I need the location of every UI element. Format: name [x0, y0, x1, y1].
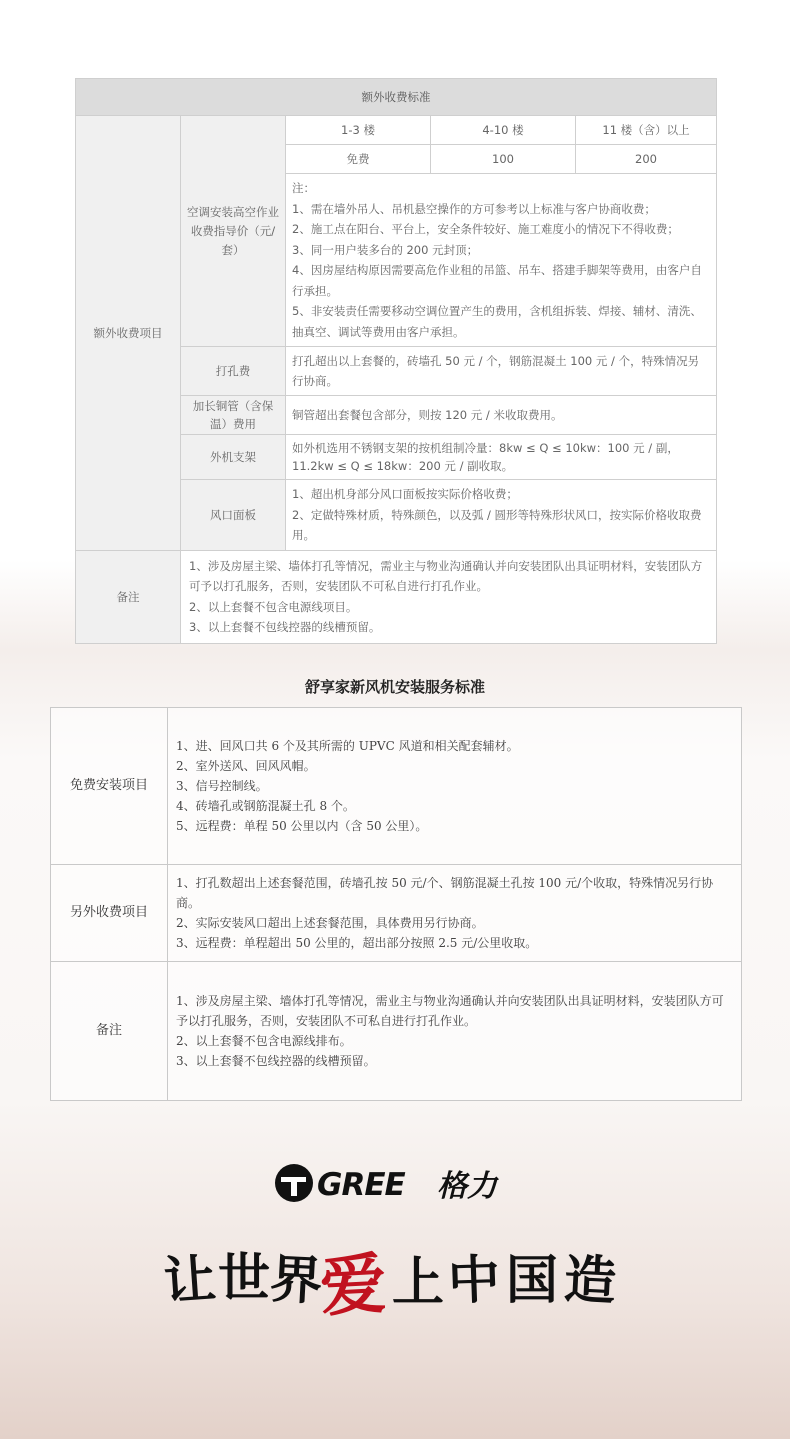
svg-text:让: 让 — [161, 1248, 218, 1313]
ac-notes — [286, 174, 717, 347]
ac-label: 空调安装高空作业收费指导价（元/套） — [181, 116, 286, 347]
remarks2-content — [168, 962, 742, 1101]
remarks2-label: 备注 — [51, 962, 168, 1101]
svg-text:造: 造 — [562, 1248, 618, 1313]
price-1-3: 免费 — [286, 145, 431, 174]
svg-text:中: 中 — [446, 1249, 502, 1312]
free-item-line: 2、室外送风、回风风帽。 — [176, 759, 316, 773]
ac-note-line: 4、因房屋结构原因需要高危作业租的吊篮、吊车、搭建手脚架等费用，由客户自行承担。 — [292, 263, 702, 298]
free-item-line: 1、进、回风口共 6 个及其所需的 UPVC 风道和相关配套辅材。 — [176, 739, 519, 753]
pipe-text: 铜管超出套餐包含部分，则按 120 元 / 米收取费用。 — [286, 396, 717, 435]
fresh-air-table — [50, 707, 742, 1101]
ac-note-line: 5、非安装责任需要移动空调位置产生的费用，含机组拆装、焊接、辅材、清洗、抽真空、调试等费用由客户承担。 — [292, 304, 702, 339]
remarks-label: 备注 — [76, 550, 181, 643]
svg-text:国: 国 — [506, 1250, 559, 1311]
extra-items-content — [168, 865, 742, 962]
remark2-line: 1、涉及房屋主梁、墙体打孔等情况，需业主与物业沟通确认并向安装团队出具证明材料，安装团队方可予以打孔服务，否则，安装团队不可私自进行打孔作业。 — [176, 994, 724, 1028]
extra-item-line: 1、打孔数超出上述套餐范围，砖墙孔按 50 元/个、钢筋混凝土孔按 100 元/个收取，特殊情况另行协商。 — [176, 876, 714, 910]
extra-item-line: 3、远程费：单程超出 50 公里的，超出部分按照 2.5 元/公里收取。 — [176, 936, 538, 950]
extra-items-label: 另外收费项目 — [51, 865, 168, 962]
drilling-label: 打孔费 — [181, 347, 286, 396]
panel-line: 2、定做特殊材质，特殊颜色，以及弧 / 圆形等特殊形状风口，按实际价格收取费用。 — [292, 507, 702, 542]
price-11-plus: 200 — [576, 145, 717, 174]
pipe-label: 加长铜管（含保温）费用 — [181, 396, 286, 435]
remark-line: 1、涉及房屋主梁、墙体打孔等情况，需业主与物业沟通确认并向安装团队出具证明材料，安装团队方可予以打孔服务，否则，安装团队不可私自进行打孔作业。 — [189, 558, 703, 593]
free-items-label: 免费安装项目 — [51, 708, 168, 865]
price-4-10: 100 — [431, 145, 576, 174]
ac-note-line: 2、施工点在阳台、平台上，安全条件较好、施工难度小的情况下不得收费； — [292, 222, 679, 236]
slogan-calligraphy — [160, 1222, 630, 1332]
bracket-label: 外机支架 — [181, 435, 286, 480]
remark2-line: 3、以上套餐不包线控器的线槽预留。 — [176, 1054, 376, 1068]
gree-logo — [272, 1160, 522, 1206]
svg-text:世: 世 — [218, 1248, 271, 1309]
extra-charge-title: 额外收费标准 — [76, 79, 717, 116]
remark-line: 2、以上套餐不包含电源线项目。 — [189, 599, 358, 614]
fresh-air-title: 舒享家新风机安装服务标准 — [304, 678, 485, 696]
remark2-line: 2、以上套餐不包含电源线排布。 — [176, 1034, 352, 1048]
ac-note-line: 3、同一用户装多台的 200 元封顶； — [292, 242, 479, 257]
ac-note-line: 1、需在墙外吊人、吊机悬空操作的方可参考以上标准与客户协商收费； — [292, 201, 656, 216]
panel-line: 1、超出机身部分风口面板按实际价格收费； — [292, 487, 518, 501]
free-items-content — [168, 708, 742, 865]
free-item-line: 4、砖墙孔或钢筋混凝土孔 8 个。 — [176, 799, 355, 813]
floor-11-plus: 11 楼（含）以上 — [576, 116, 717, 145]
section-label: 额外收费项目 — [76, 116, 181, 551]
free-item-line: 5、远程费：单程 50 公里以内（含 50 公里）。 — [176, 819, 428, 833]
panel-label: 风口面板 — [181, 480, 286, 551]
panel-text — [286, 480, 717, 551]
free-item-line: 3、信号控制线。 — [176, 779, 268, 793]
svg-text:界: 界 — [268, 1248, 324, 1313]
svg-text:格力: 格力 — [437, 1169, 497, 1204]
svg-text:GREE: GREE — [317, 1167, 405, 1203]
remarks-text — [181, 550, 717, 643]
svg-text:爱: 爱 — [318, 1244, 389, 1326]
floor-4-10: 4-10 楼 — [431, 116, 576, 145]
extra-charge-table — [75, 78, 717, 644]
extra-item-line: 2、实际安装风口超出上述套餐范围，具体费用另行协商。 — [176, 916, 484, 930]
bracket-text: 如外机选用不锈钢支架的按机组制冷量：8kw ≤ Q ≤ 10kw：100 元 / 副，11.2kw ≤ Q ≤ 18kw：200 元 / 副收取。 — [286, 435, 717, 480]
drilling-text: 打孔超出以上套餐的，砖墙孔 50 元 / 个，钢筋混凝土 100 元 / 个，特殊情况另行协商。 — [286, 347, 717, 396]
svg-text:上: 上 — [392, 1252, 445, 1313]
floor-1-3: 1-3 楼 — [286, 116, 431, 145]
ac-note-line: 注： — [292, 181, 315, 195]
remark-line: 3、以上套餐不包线控器的线槽预留。 — [189, 620, 381, 634]
